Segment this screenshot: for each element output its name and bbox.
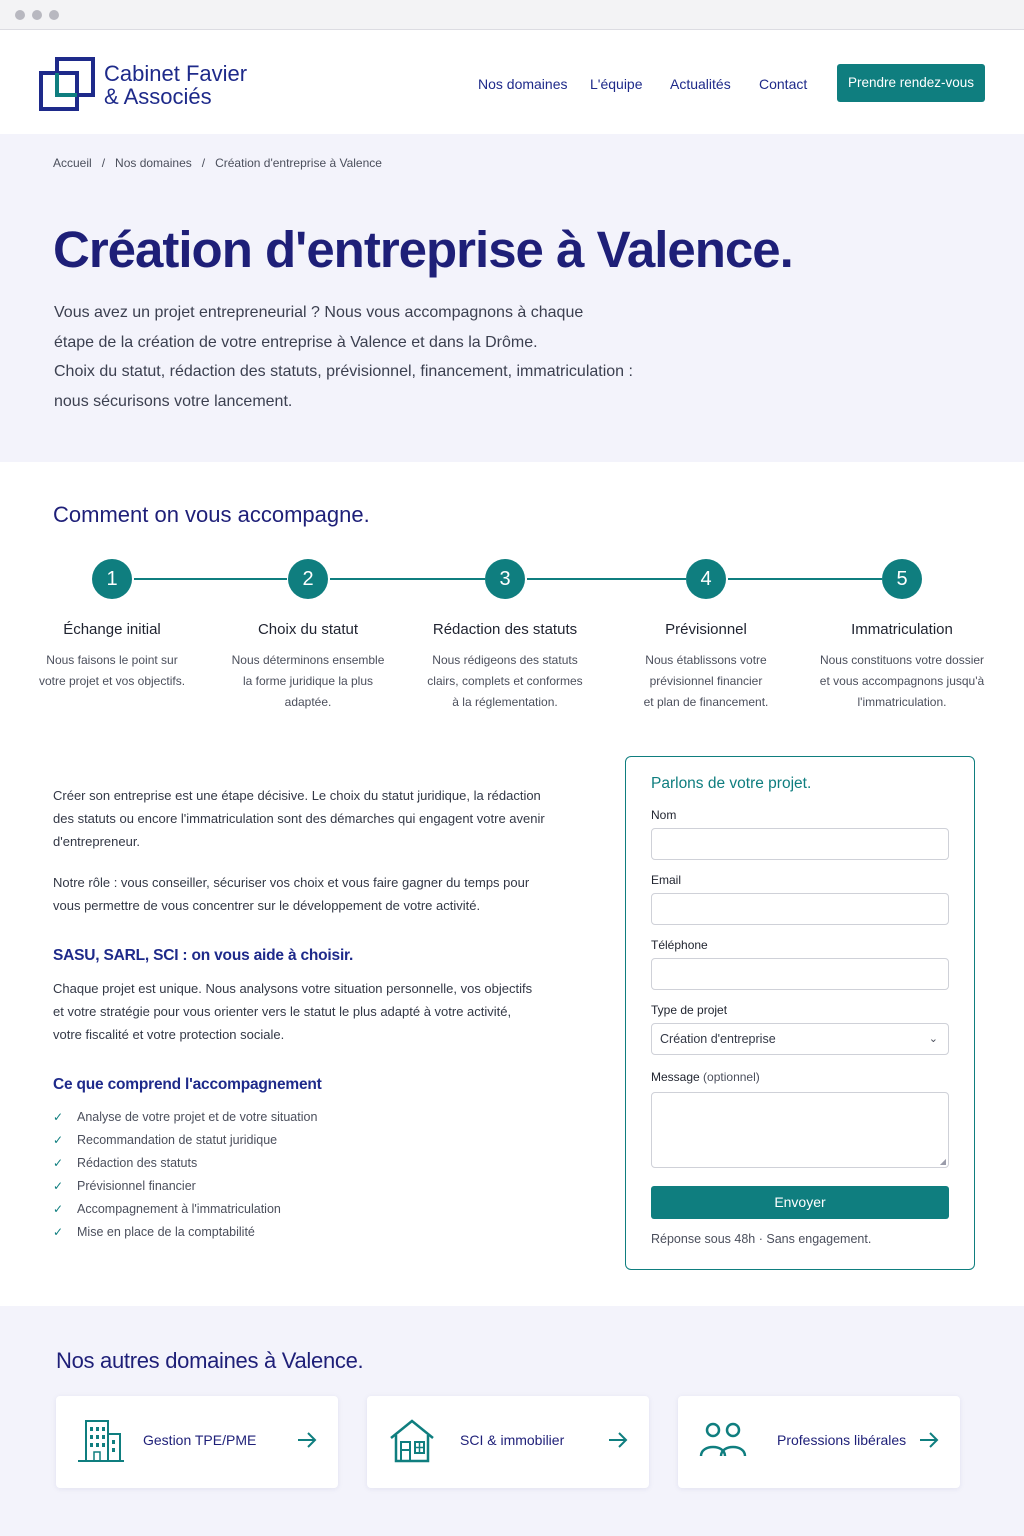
step-description <box>812 650 992 713</box>
brand-name[interactable] <box>104 62 247 108</box>
resize-grip-icon[interactable]: ◢ <box>939 1157 946 1166</box>
hero-lead-line: nous sécurisons votre lancement. <box>54 392 293 410</box>
window-dot-icon[interactable] <box>15 10 25 20</box>
domain-card-gestion[interactable] <box>56 1396 338 1488</box>
step-4 <box>616 559 796 713</box>
appointment-button[interactable]: Prendre rendez-vous <box>837 64 985 102</box>
nav-link-equipe[interactable]: L'équipe <box>590 76 643 92</box>
message-label-text: Message <box>651 1070 700 1084</box>
step-5 <box>812 559 992 713</box>
step-desc-line: Nous faisons le point sur <box>46 653 178 667</box>
message-textarea[interactable] <box>651 1092 949 1168</box>
phone-label: Téléphone <box>651 938 708 952</box>
breadcrumb-separator: / <box>101 156 106 170</box>
step-desc-line: l'immatriculation. <box>857 695 947 709</box>
brand-line-1: Cabinet Favier <box>104 61 248 86</box>
paragraph-line: d'entrepreneur. <box>53 834 141 849</box>
list-item <box>53 1106 563 1129</box>
form-title: Parlons de votre projet. <box>651 775 812 792</box>
other-domains-section <box>0 1306 1024 1536</box>
brand-line-2: & Associés <box>104 84 212 109</box>
step-desc-line: la forme juridique la plus <box>242 674 374 688</box>
list-item-label: Analyse de votre projet et de votre situation <box>77 1110 318 1124</box>
hero-lead-line: Choix du statut, rédaction des statuts, prévisionnel, financement, immatriculation : <box>54 363 633 380</box>
breadcrumb-domaines[interactable]: Nos domaines <box>115 156 192 170</box>
breadcrumb <box>53 156 382 170</box>
steps-heading: Comment on vous accompagne. <box>53 502 370 527</box>
building-icon <box>76 1418 126 1464</box>
check-icon: ✓ <box>53 1202 64 1216</box>
paragraph-line: Créer son entreprise est une étape décisive. Le choix du statut juridique, la rédaction <box>53 788 541 803</box>
step-number: 2 <box>288 559 328 599</box>
email-input[interactable] <box>651 893 949 925</box>
breadcrumb-current: Création d'entreprise à Valence <box>215 156 382 170</box>
list-item-label: Recommandation de statut juridique <box>77 1133 278 1147</box>
step-number: 5 <box>882 559 922 599</box>
check-icon: ✓ <box>53 1225 64 1239</box>
browser-chrome <box>0 0 1024 30</box>
main-content <box>53 784 563 1244</box>
phone-input[interactable] <box>651 958 949 990</box>
list-item-label: Mise en place de la comptabilité <box>77 1225 255 1239</box>
chevron-down-icon: ⌄ <box>928 1033 938 1045</box>
step-desc-line: Nous déterminons ensemble <box>231 653 385 667</box>
paragraph-line: votre fiscalité et votre protection sociale. <box>53 1027 285 1042</box>
step-number: 3 <box>485 559 525 599</box>
step-desc-line: et plan de financement. <box>643 695 769 709</box>
window-dot-icon[interactable] <box>32 10 42 20</box>
paragraph-line: Notre rôle : vous conseiller, sécuriser vos choix et vous faire gagner du temps pour <box>53 875 530 890</box>
step-desc-line: Nous établissons votre <box>645 653 767 667</box>
paragraph-line: vous permettre de vous concentrer sur le développement de votre activité. <box>53 898 481 913</box>
step-desc-line: clairs, complets et conformes <box>427 674 583 688</box>
name-label: Nom <box>651 808 677 822</box>
domains-heading: Nos autres domaines à Valence. <box>56 1348 364 1373</box>
arrow-right-icon <box>296 1430 318 1450</box>
step-desc-line: adaptée. <box>284 695 332 709</box>
hero-lead-line: étape de la création de votre entreprise à Valence et dans la Drôme. <box>54 333 538 351</box>
step-desc-line: prévisionnel financier <box>649 674 763 688</box>
arrow-right-icon <box>918 1430 940 1450</box>
step-number: 1 <box>92 559 132 599</box>
list-item <box>53 1221 563 1244</box>
step-title: Prévisionnel <box>665 621 747 638</box>
list-item <box>53 1152 563 1175</box>
paragraph-line: Chaque projet est unique. Nous analysons votre situation personnelle, vos objectifs <box>53 981 533 996</box>
page-title: Création d'entreprise à Valence. <box>53 221 793 278</box>
step-description <box>616 650 796 713</box>
project-type-select[interactable] <box>651 1023 949 1055</box>
house-icon <box>387 1418 437 1464</box>
contact-form <box>625 756 975 1270</box>
steps-section <box>0 462 1024 746</box>
people-icon <box>698 1418 748 1464</box>
form-note: Réponse sous 48h · Sans engagement. <box>651 1232 872 1246</box>
name-input[interactable] <box>651 828 949 860</box>
arrow-right-icon <box>607 1430 629 1450</box>
step-desc-line: Nous rédigeons des statuts <box>432 653 578 667</box>
statut-heading: SASU, SARL, SCI : on vous aide à choisir. <box>53 947 354 964</box>
role-paragraph <box>53 871 563 917</box>
step-description <box>218 650 398 713</box>
checklist <box>53 1106 563 1244</box>
intro-paragraph <box>53 784 563 853</box>
list-item <box>53 1129 563 1152</box>
step-desc-line: Nous constituons votre dossier <box>819 653 985 667</box>
step-3 <box>415 559 595 713</box>
hero-section <box>0 134 1024 462</box>
step-2 <box>218 559 398 713</box>
check-icon: ✓ <box>53 1110 64 1124</box>
step-title: Choix du statut <box>257 621 359 638</box>
nav-link-actualites[interactable]: Actualités <box>670 76 731 92</box>
email-label: Email <box>651 873 682 887</box>
domain-card-label: SCI & immobilier <box>460 1432 565 1448</box>
list-item-label: Accompagnement à l'immatriculation <box>77 1202 281 1216</box>
hero-lead <box>54 298 664 416</box>
step-title: Échange initial <box>63 621 161 638</box>
paragraph-line: des statuts ou encore l'immatriculation sont des démarches qui engagent votre avenir <box>53 811 545 826</box>
check-icon: ✓ <box>53 1156 64 1170</box>
project-type-value: Création d'entreprise <box>660 1032 776 1046</box>
hero-lead-line: Vous avez un projet entrepreneurial ? Nous vous accompagnons à chaque <box>54 304 584 321</box>
nav-link-contact[interactable]: Contact <box>759 76 808 92</box>
step-description <box>415 650 595 713</box>
step-title: Immatriculation <box>851 621 953 638</box>
domain-card-label: Gestion TPE/PME <box>143 1432 257 1448</box>
domain-card-sci[interactable] <box>367 1396 649 1488</box>
site-header <box>0 30 1024 134</box>
breadcrumb-home[interactable]: Accueil <box>53 156 92 170</box>
domain-card-label: Professions libérales <box>777 1432 907 1448</box>
list-item <box>53 1198 563 1221</box>
step-1 <box>22 559 202 692</box>
window-dot-icon[interactable] <box>49 10 59 20</box>
submit-button[interactable]: Envoyer <box>651 1186 949 1219</box>
step-desc-line: et vous accompagnons jusqu'à <box>819 674 985 688</box>
message-label <box>651 1070 760 1084</box>
list-item-label: Rédaction des statuts <box>77 1156 198 1170</box>
logo-icon[interactable] <box>38 56 96 112</box>
step-desc-line: à la réglementation. <box>452 695 558 709</box>
message-optional-text: (optionnel) <box>703 1070 760 1084</box>
list-item <box>53 1175 563 1198</box>
statut-paragraph <box>53 977 563 1046</box>
checklist-heading: Ce que comprend l'accompagnement <box>53 1076 322 1093</box>
project-type-label: Type de projet <box>651 1003 728 1017</box>
domain-card-liberales[interactable] <box>678 1396 960 1488</box>
step-number: 4 <box>686 559 726 599</box>
check-icon: ✓ <box>53 1179 64 1193</box>
paragraph-line: et votre stratégie pour vous orienter vers le statut le plus adapté à votre activité, <box>53 1004 512 1019</box>
breadcrumb-separator: / <box>201 156 206 170</box>
check-icon: ✓ <box>53 1133 64 1147</box>
step-description <box>22 650 202 692</box>
step-title: Rédaction des statuts <box>432 621 578 638</box>
list-item-label: Prévisionnel financier <box>77 1179 196 1193</box>
step-desc-line: votre projet et vos objectifs. <box>38 674 186 688</box>
nav-link-domaines[interactable]: Nos domaines <box>478 76 568 92</box>
